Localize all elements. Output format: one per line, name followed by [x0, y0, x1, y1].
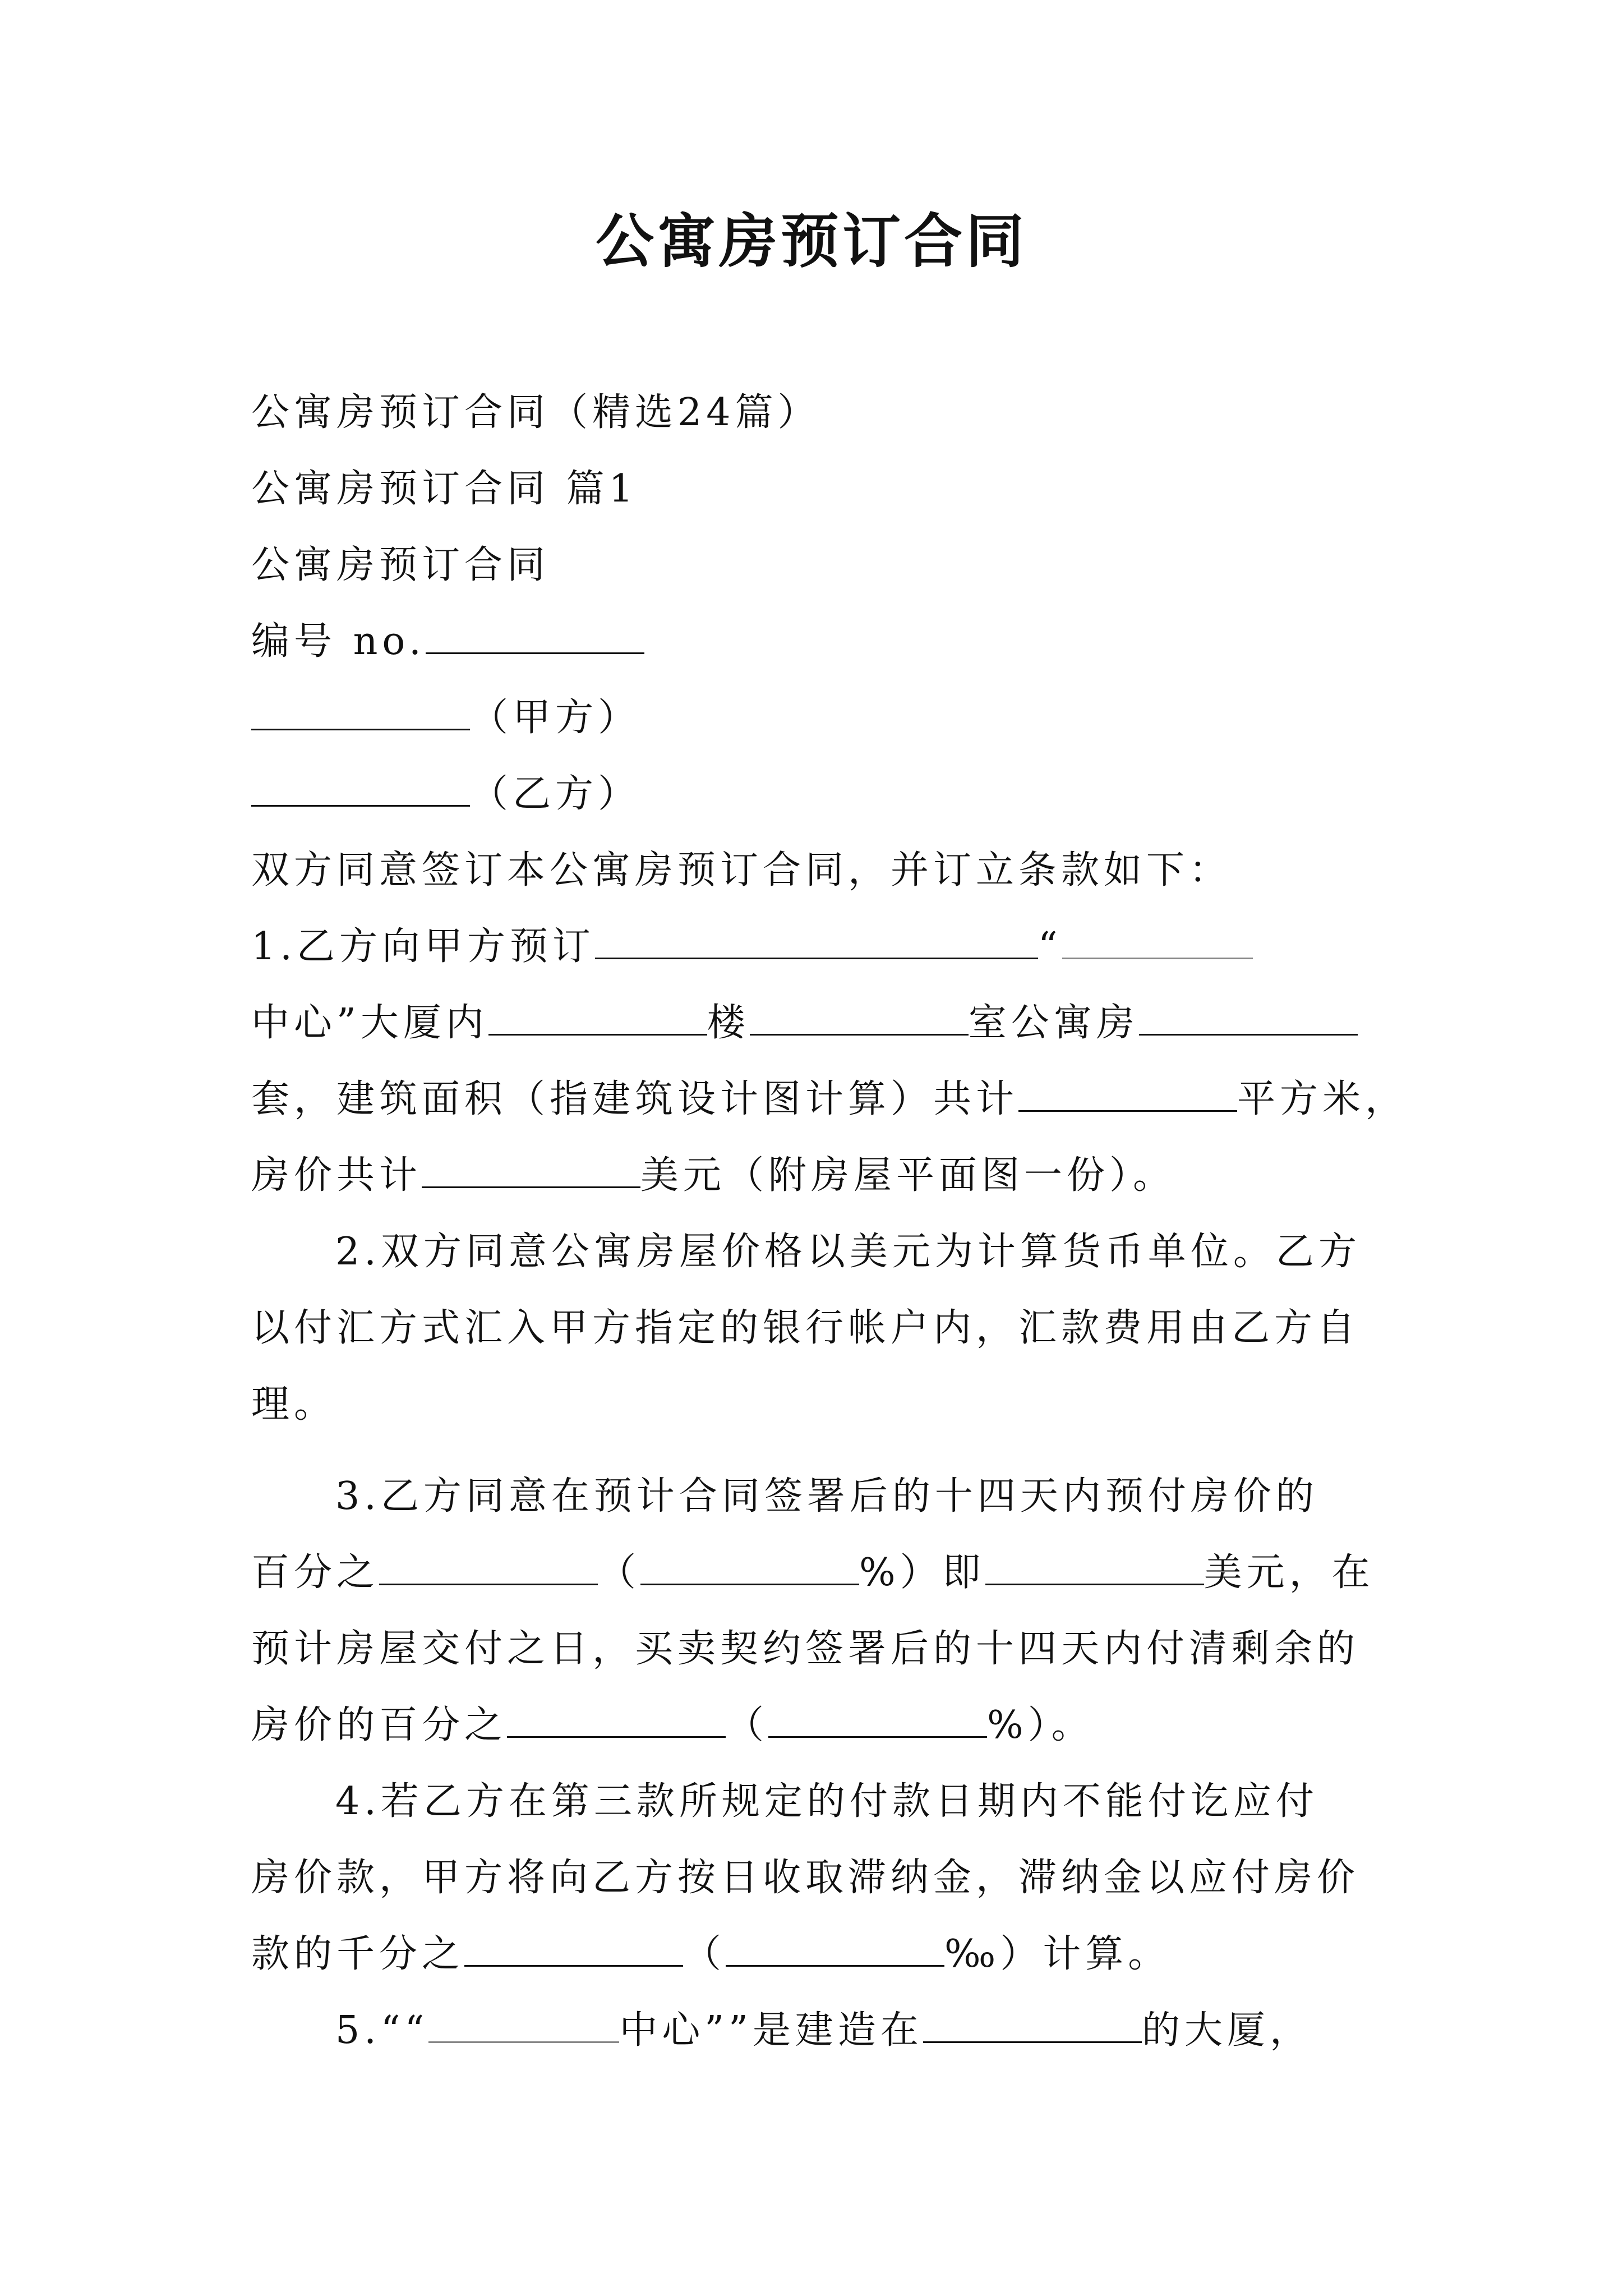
- clause-text: （: [598, 1550, 641, 1595]
- text-line: [251, 1214, 1373, 1290]
- clause-text: 3.乙方同意在预计合同签署后的十四天内预付房价的: [335, 1474, 1318, 1519]
- clause-text: 预计房屋交付之日，买卖契约签署后的十四天内付清剩余的: [251, 1627, 1360, 1671]
- clause-text: 房价款，甲方将向乙方按日收取滞纳金，滞纳金以应付房价: [251, 1856, 1360, 1900]
- text-line: [251, 985, 1373, 1061]
- fill-blank: [726, 1931, 944, 1967]
- clause-text: %）即: [859, 1550, 985, 1595]
- text-line: [251, 1138, 1373, 1214]
- clause-text: 款的千分之: [251, 1932, 465, 1976]
- text-line: [251, 1535, 1373, 1611]
- party-b-blank: [251, 771, 470, 807]
- clause-text: 4.若乙方在第三款所规定的付款日期内不能付讫应付: [335, 1779, 1318, 1824]
- text-line: [251, 909, 1373, 985]
- subtitle-text: 公寓房预订合同（精选24篇）: [251, 390, 820, 435]
- text-line: [251, 1687, 1373, 1764]
- clause-text: 中心”大厦内: [251, 1001, 488, 1045]
- clause-text: 平方米，: [1237, 1077, 1408, 1121]
- text-line: [251, 1993, 1373, 2069]
- fill-blank: [488, 1000, 707, 1036]
- text-line: [251, 604, 1373, 680]
- text-line: [251, 1061, 1408, 1138]
- fill-blank: [595, 924, 1038, 959]
- document-body: [251, 375, 1373, 909]
- number-blank: [426, 619, 644, 654]
- clause-1: [251, 909, 1373, 985]
- clause-text: %）。: [987, 1703, 1094, 1747]
- fill-blank: [640, 1550, 859, 1585]
- fill-blank: [1062, 924, 1253, 959]
- fill-blank: [507, 1703, 726, 1738]
- text-line: [251, 1840, 1373, 1916]
- fill-blank: [985, 1550, 1204, 1585]
- clause-text: 室公寓房: [968, 1001, 1139, 1045]
- clause-text: 中心””是建造在: [619, 2008, 923, 2053]
- text-line: [251, 1611, 1373, 1687]
- intro-text: 双方同意签订本公寓房预订合同，并订立条款如下：: [251, 848, 1232, 892]
- clause-text: 的大厦，: [1141, 2008, 1312, 2053]
- clause-text: 美元（附房屋平面图一份）。: [640, 1153, 1176, 1198]
- text-line: [251, 832, 1373, 909]
- fill-blank: [422, 1153, 640, 1188]
- clause-text: 套，建筑面积（指建筑设计图计算）共计: [251, 1077, 1019, 1121]
- text-line: [251, 375, 1373, 451]
- party-a-blank: [251, 695, 470, 730]
- party-a-label: （甲方）: [470, 696, 641, 740]
- text-line: [251, 756, 1373, 832]
- clause-text: 以付汇方式汇入甲方指定的银行帐户内，汇款费用由乙方自: [251, 1306, 1360, 1350]
- clause-4: [251, 1764, 1373, 1993]
- clause-text: 2.双方同意公寓房屋价格以美元为计算货币单位。乙方: [335, 1230, 1361, 1274]
- text-line: [251, 680, 1373, 756]
- fill-blank: [750, 1000, 969, 1036]
- fill-blank: [768, 1703, 987, 1738]
- clause-text: 1.乙方向甲方预订: [251, 924, 595, 969]
- text-line: [251, 1916, 1373, 1993]
- text-line: [251, 1366, 1373, 1443]
- fill-blank: [464, 1931, 683, 1967]
- clause-text: 理。: [251, 1382, 337, 1427]
- clause-text: 房价的百分之: [251, 1703, 508, 1747]
- clause-text: ‰）计算。: [944, 1932, 1171, 1976]
- document-title: 公寓房预订合同: [595, 206, 1027, 275]
- text-line: [251, 451, 1373, 527]
- text-line: [251, 1764, 1373, 1840]
- clause-text: （: [683, 1932, 726, 1976]
- fill-blank: [923, 2008, 1142, 2043]
- clause-text: 美元，在: [1204, 1550, 1375, 1595]
- clause-text: “: [1038, 924, 1062, 969]
- fill-blank: [428, 2008, 619, 2043]
- clause-text: 百分之: [251, 1550, 380, 1595]
- clause-5: [251, 1993, 1373, 2069]
- text-line: [251, 1458, 1373, 1535]
- clause-1-cont: [251, 985, 1408, 1214]
- text-line: [251, 1290, 1373, 1366]
- clause-text: 房价共计: [251, 1153, 422, 1198]
- contract-name: 公寓房预订合同: [251, 543, 550, 587]
- fill-blank: [379, 1550, 598, 1585]
- clause-text: 楼: [707, 1001, 750, 1045]
- section-heading: 公寓房预订合同 篇1: [251, 467, 638, 511]
- fill-blank: [1018, 1076, 1237, 1112]
- clause-text: （: [726, 1703, 769, 1747]
- clause-text: 5.““: [335, 2008, 429, 2053]
- party-b-label: （乙方）: [470, 772, 641, 816]
- text-line: [251, 527, 1373, 604]
- clause-3: [251, 1458, 1373, 1764]
- fill-blank: [1139, 1000, 1358, 1036]
- number-label: 编号 no.: [251, 619, 426, 664]
- clause-2: [251, 1214, 1373, 1443]
